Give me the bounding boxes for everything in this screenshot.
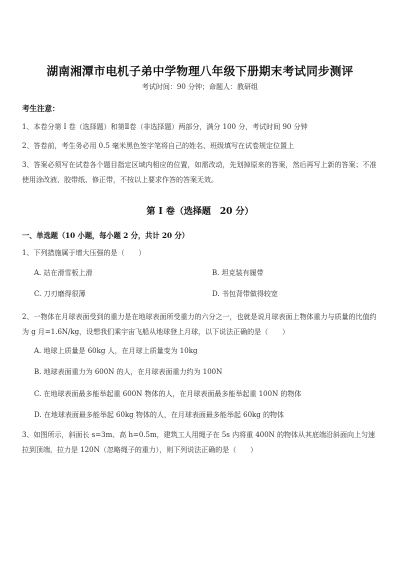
question-1-option-b: B. 坦克装有履带 [212,269,264,277]
question-1-option-a: A. 站在滑雪板上滑 [34,269,93,277]
question-1-option-c: C. 刀刃磨得很薄 [34,290,86,298]
question-2-option-a: A. 地球上质量是 60kg 人，在月球上质量变为 10kg [34,347,198,355]
question-1-option-d: D. 书包背带做得较宽 [212,290,278,298]
notice-heading: 考生注意： [22,104,60,113]
section-title: 第 I 卷（选择题 20 分） [146,207,254,217]
question-3-stem: 3、如图所示，斜面长 s=3m、高 h=0.5m，建筑工人用绳子在 5s 内将重 400N 的物体从其底端沿斜面向上匀速拉到顶端，拉力是 120N（忽略绳子的重力），则下列说法正确的是（ ） [22,431,376,454]
question-2-option-d: D. 在地球表面最多能举起 60kg 物体的人，在月球表面最多能举起 60kg 的物体 [34,411,284,419]
question-1-stem: 1、下列措施属于增大压强的是（ ） [22,249,146,257]
question-2-option-b: B. 地球表面重力为 600N 的人，在月球表面重力约为 100N [34,368,223,376]
question-2-stem: 2、一物体在月球表面受到的重力是在地球表面所受重力的六分之一，也就是说月球表面上物体重力与质量的比值约为 g 月=1.6N/kg，设想我们乘宇宙飞船从地球登上月球，以下说法正确的是（ ） [22,313,377,336]
question-2-option-c: C. 在地球表面最多能举起重 600N 物体的人，在月球表面最多能举起重 100N 的物体 [34,390,302,398]
notice-item-2: 2、答卷前，考生务必用 0.5 毫米黑色签字笔将自己的姓名、班级填写在试卷规定位置上 [22,142,295,150]
page-title: 湖南湘潭市电机子弟中学物理八年级下册期末考试同步测评 [46,64,354,78]
part-heading: 一、单选题（10 小题，每小题 2 分，共计 20 分） [22,231,189,240]
notice-item-1: 1、本卷分第 I 卷（选择题）和第Ⅱ卷（非选择题）两部分，满分 100 分，考试时间 90 分钟 [22,123,308,131]
notice-item-3: 3、答案必须写在试卷各个题目指定区域内相应的位置，如需改动，先划掉原来的答案，然后再写上新的答案；不准使用涂改液、胶带纸、修正带，不按以上要求作答的答案无效。 [22,161,377,184]
exam-subtitle: 考试时间：90 分钟；命题人：教研组 [141,83,259,91]
